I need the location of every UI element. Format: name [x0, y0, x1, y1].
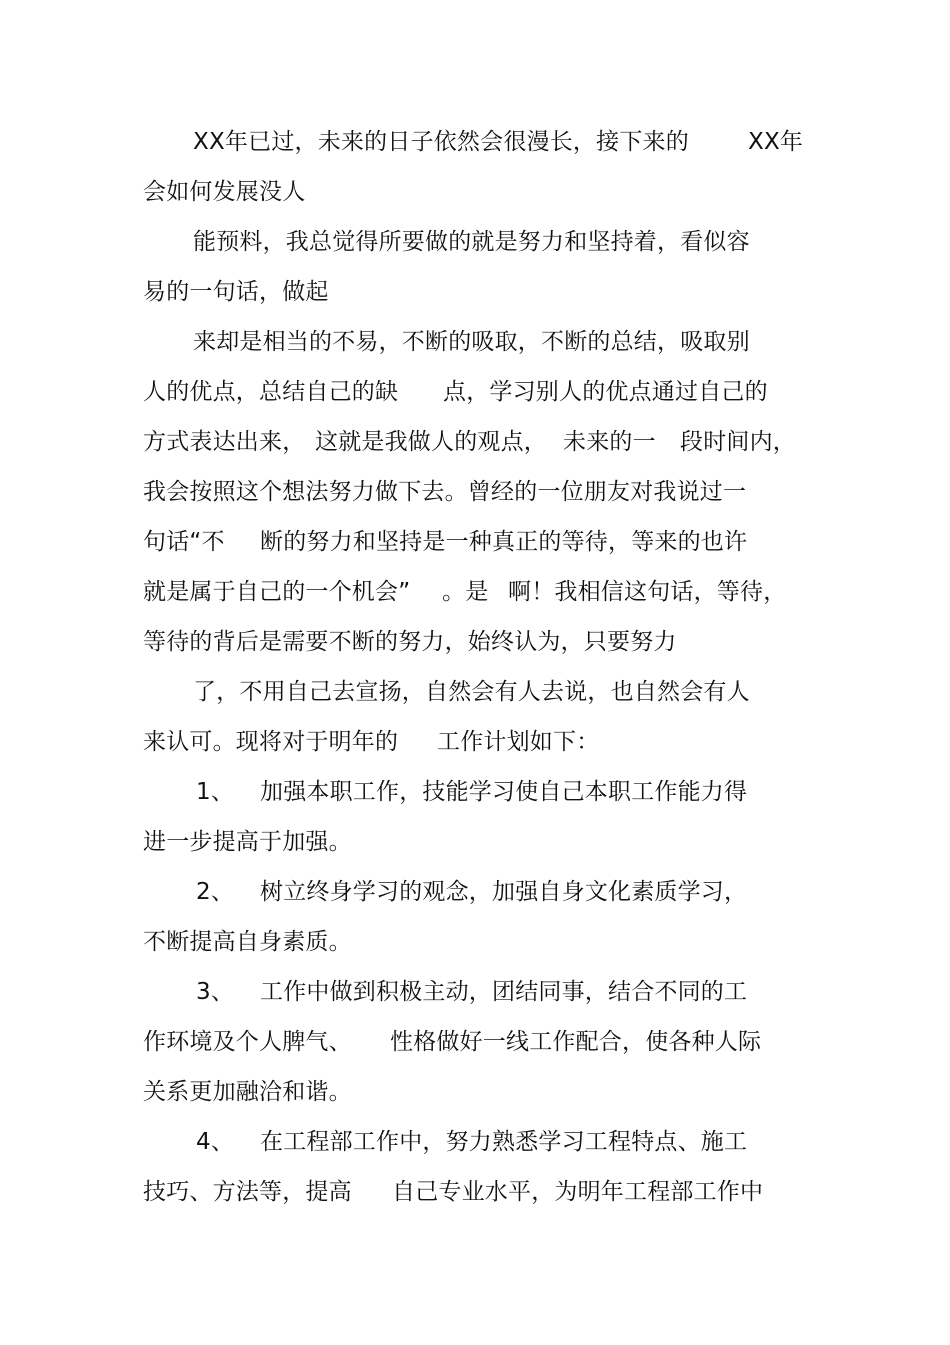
- text-line: 这就是我做人的观点，: [315, 429, 547, 455]
- list-number: 4、: [196, 1129, 235, 1155]
- text-line: XX年已过，未来的日子依然会很漫长，接下来的: [193, 129, 689, 155]
- text-line: 会如何发展没人: [143, 179, 306, 205]
- text-line: 来却是相当的不易，不断的吸取，不断的总结，吸取别: [193, 329, 750, 355]
- text-line: 了，不用自己去宣扬，自然会有人去说，也自然会有人: [193, 679, 750, 705]
- text-line: 句话“不: [143, 529, 225, 555]
- text-line: 来认可。现将对于明年的: [143, 729, 399, 755]
- text-line: 树立终身学习的观念，加强自身文化素质学习，: [260, 879, 748, 905]
- list-number: 2、: [196, 879, 235, 905]
- text-line: 断的努力和坚持是一种真正的等待，等来的也许: [260, 529, 748, 555]
- text-line: 关系更加融洽和谐。: [143, 1079, 352, 1105]
- text-line: 点，学习别人的优点通过自己的: [443, 379, 768, 405]
- text-line: 方式表达出来，: [143, 429, 306, 455]
- text-line: 段时间内，: [680, 429, 796, 455]
- text-line: 在工程部工作中，努力熟悉学习工程特点、施工: [260, 1129, 748, 1155]
- text-line: 进一步提高于加强。: [143, 829, 352, 855]
- text-line: 技巧、方法等，提高: [143, 1179, 352, 1205]
- text-line: 等待的背后是需要不断的努力，始终认为，只要努力: [143, 629, 677, 655]
- text-line: 人的优点，总结自己的缺: [143, 379, 399, 405]
- text-line: 能预料，我总觉得所要做的就是努力和坚持着，看似容: [193, 229, 750, 255]
- text-line: 自己专业水平，为明年工程部工作中: [392, 1179, 764, 1205]
- text-line: 易的一句话，做起: [143, 279, 329, 305]
- text-line: 就是属于自己的一个机会”: [143, 579, 411, 605]
- text-line: 加强本职工作，技能学习使自己本职工作能力得: [260, 779, 748, 805]
- list-number: 1、: [196, 779, 235, 805]
- list-number: 3、: [196, 979, 235, 1005]
- text-line: 性格做好一线工作配合，使各种人际: [390, 1029, 762, 1055]
- text-line: 我会按照这个想法努力做下去。曾经的一位朋友对我说过一: [143, 479, 747, 505]
- text-line: 。是: [442, 579, 489, 605]
- text-line: 工作计划如下：: [437, 729, 600, 755]
- text-line: 啊！我相信这句话，等待，: [508, 579, 787, 605]
- text-line: 工作中做到积极主动，团结同事，结合不同的工: [260, 979, 748, 1005]
- text-line: 不断提高自身素质。: [143, 929, 352, 955]
- text-line: XX年: [748, 129, 804, 155]
- text-line: 作环境及个人脾气、: [143, 1029, 352, 1055]
- text-line: 未来的一: [563, 429, 656, 455]
